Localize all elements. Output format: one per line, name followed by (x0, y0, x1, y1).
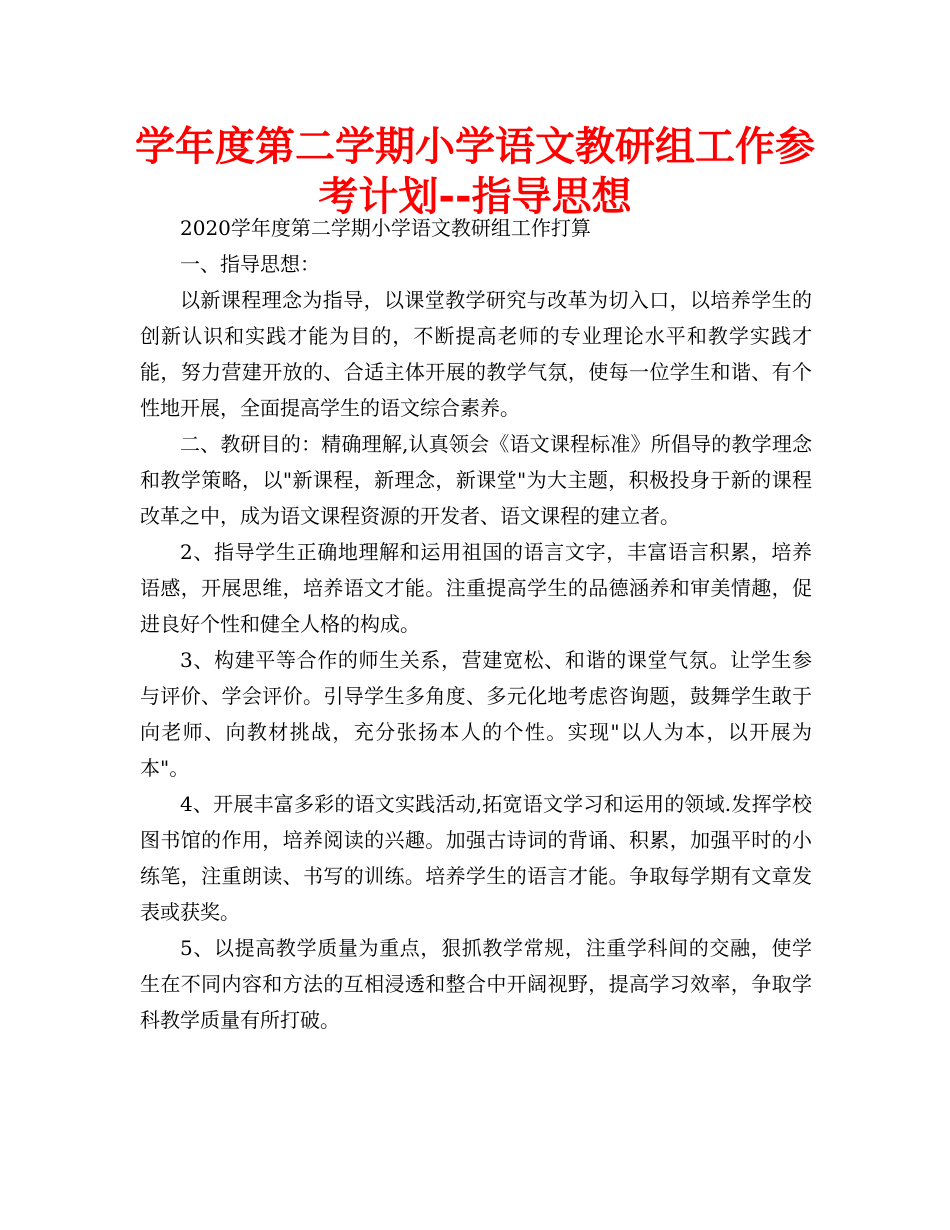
paragraph-item-5: 5、以提高教学质量为重点，狠抓教学常规，注重学科间的交融，使学生在不同内容和方法的互相浸透和整合中开阔视野，提高学习效率，争取学科教学质量有所打破。 (140, 936, 812, 1032)
document-body (140, 210, 812, 1038)
paragraph-item-2: 2、指导学生正确地理解和运用祖国的语言文字，丰富语言积累，培养语感，开展思维，培养语文才能。注重提高学生的品德涵养和审美情趣，促进良好个性和健全人格的构成。 (140, 540, 812, 636)
paragraph-plan-heading: 2020学年度第二学期小学语文教研组工作打算 (180, 216, 591, 240)
paragraph-guiding-thought-body: 以新课程理念为指导，以课堂教学研究与改革为切入口，以培养学生的创新认识和实践才能为目的，不断提高老师的专业理论水平和教学实践才能，努力营建开放的、合适主体开展的教学气氛，使每一位学生和谐、有个性地开展，全面提高学生的语文综合素养。 (140, 288, 812, 420)
paragraph-item-4: 4、开展丰富多彩的语文实践活动,拓宽语文学习和运用的领域.发挥学校图书馆的作用，培养阅读的兴趣。加强古诗词的背诵、积累，加强平时的小练笔，注重朗读、书写的训练。培养学生的语言才能。争取每学期有文章发表或获奖。 (140, 792, 812, 924)
document-title: 学年度第二学期小学语文教研组工作参考计划--指导思想 (135, 124, 815, 220)
paragraph-section-guiding-thought: 一、指导思想： (180, 252, 320, 276)
paragraph-item-3: 3、构建平等合作的师生关系，营建宽松、和谐的课堂气氛。让学生参与评价、学会评价。引导学生多角度、多元化地考虑咨询题，鼓舞学生敢于向老师、向教材挑战，充分张扬本人的个性。实现"以人为本，以开展为本"。 (140, 648, 812, 780)
paragraph-research-goal: 二、教研目的：精确理解,认真领会《语文课程标准》所倡导的教学理念和教学策略，以"新课程，新理念，新课堂"为大主题，积极投身于新的课程改革之中，成为语文课程资源的开发者、语文课程的建立者。 (140, 432, 812, 528)
